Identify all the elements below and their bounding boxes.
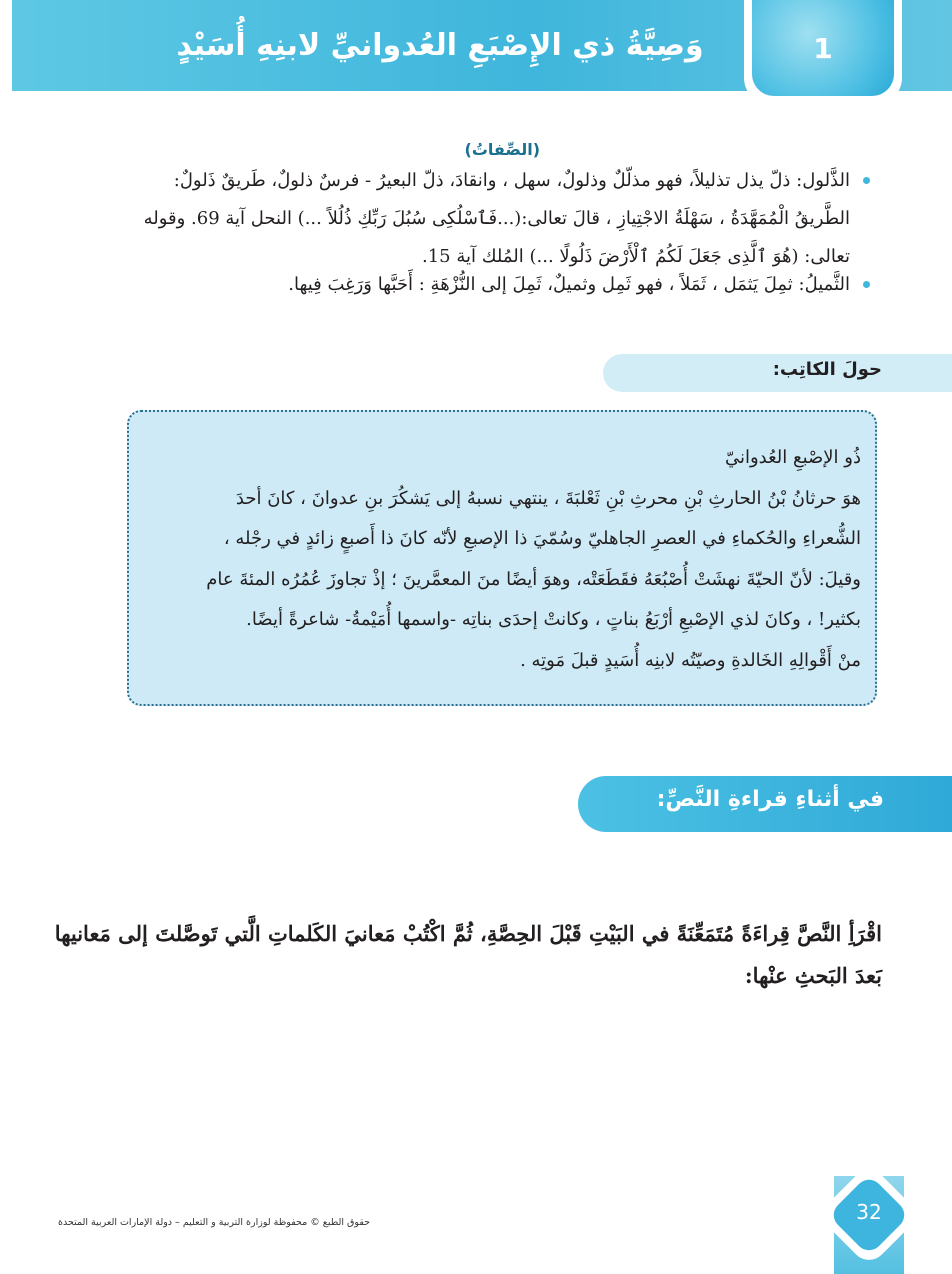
author-info-box [127, 410, 877, 706]
definition-item [120, 162, 870, 276]
definitions-heading: (الصِّفاتُ) [464, 140, 540, 159]
author-bio-line: بكثير! ، وكانَ لذي الإصْبعِ أرْبَعُ بناتٍ ، وكانتْ إحدَى بناتِه -واسمها أُمَيْمةُ- شاعرةً أيضًا. [246, 609, 861, 630]
author-bio-line: الشُّعراءِ والحُكماءِ في العصرِ الجاهليّ وسُمّيَ ذا الإصبعِ لأنّه كانَ ذا أَصبعٍ زائدٍ في رجْله ، [223, 528, 861, 549]
author-bio-line: منْ أَقْوالِهِ الخَالدةِ وصيّتُه لابنِه أُسَيدٍ قبلَ مَوتِه . [520, 649, 861, 671]
reading-instruction [54, 913, 882, 997]
lesson-title: وَصِيَّةُ ذي الإِصْبَعِ العُدوانيِّ لابنِهِ أُسَيْدٍ [176, 27, 704, 63]
page-number: 32 [856, 1200, 882, 1224]
bullet-icon [863, 177, 870, 184]
author-section-label: حولَ الكاتِب: [772, 359, 882, 380]
author-section-header [603, 354, 952, 392]
author-bio-line: وقيلَ: لأنّ الحيّةَ نهشَتْ أُصْبُعَهُ فقَطَعَتْه، وهوَ أيضًا منَ المعمَّرينَ ؛ إذْ تجاوزَ عُمُرُه المئةَ عام [206, 568, 861, 590]
definition-line: الذَّلول: ذلّ يذل تذليلاً، فهو مذلّلٌ وذلولٌ، سهل ، وانقادَ، ذلّ البعيرُ - فرسٌ ذلولٌ، طَريقٌ ذَلولٌ: [173, 170, 850, 191]
definitions-list [120, 162, 870, 304]
instruction-line: اقْرَأِ النَّصَّ قِراءَةً مُتَمَعِّنَةً في البَيْتِ قَبْلَ الحِصَّةِ، ثُمَّ اكْتُبْ مَعانيَ الكَلماتِ الَّتي تَوصَّلتَ إلى مَعانيها [54, 921, 882, 946]
definition-line: تعالى: (هُوَ ٱلَّذِى جَعَلَ لَكُمُ ٱلْأَرْضَ ذَلُولًا ...) المُلك آية 15. [421, 246, 850, 267]
definition-line: الثَّميلُ: ثمِلَ يَثمَل ، ثَمَلاً ، فهو ثَمِل وثميلٌ، ثَمِلَ إلى النُّزْهَةِ : أَحَبَّها وَرَغِبَ فِيها. [288, 274, 850, 295]
lesson-number-badge [744, 0, 902, 104]
lesson-number: 1 [752, 0, 894, 96]
copyright-notice: حقوق الطبع © محفوظة لوزارة التربية و التعليم – دولة الإمارات العربية المتحدة [58, 1217, 370, 1228]
definition-line: الطَّريقُ الْمُمَهَّدَةُ ، سَهْلَةُ الاجْتِيازِ ، قالَ تعالى:(...فَٱسْلُكِى سُبُلَ رَبِّكِ ذُلُلاً ...) النحل آية 69. وقوله [143, 208, 850, 229]
definition-item [120, 266, 870, 304]
bullet-icon [863, 281, 870, 288]
author-name: ذُو الإصْبعِ العُدوانيّ [724, 447, 861, 468]
instruction-line: بَعدَ البَحثِ عنْها: [744, 963, 882, 988]
author-bio-line: هوَ حرثانُ بْنُ الحارثِ بْنِ محرثِ بْنِ ثَعْلبَةَ ، ينتهي نسبهُ إلى يَشكُرَ بنِ عدوانَ ، كانَ أحدَ [235, 487, 861, 509]
author-text [141, 438, 861, 681]
reading-section-header [578, 776, 952, 832]
reading-section-label: في أثناءِ قراءةِ النَّصِّ: [656, 787, 884, 812]
